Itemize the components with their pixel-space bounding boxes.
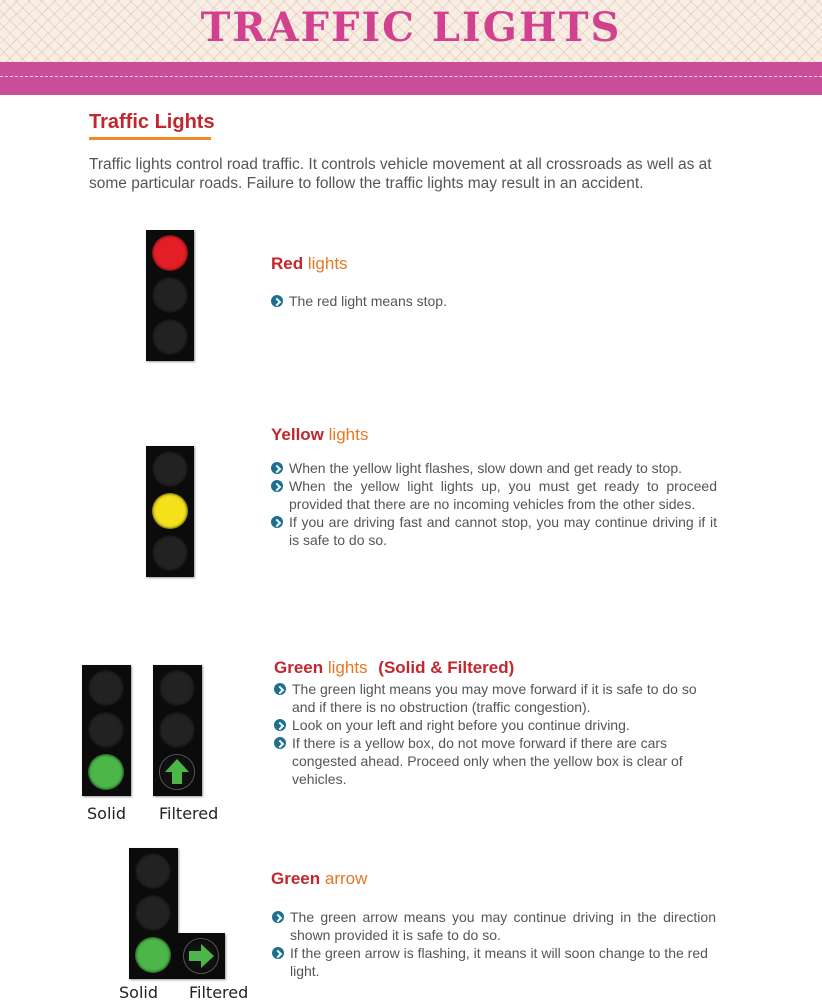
red-traffic-light [146,230,194,361]
green-bullets [274,680,715,788]
bullet-text: Look on your left and right before you continue driving. [292,717,630,733]
circle-chevron-right-icon [272,947,284,959]
yellow-bullets [271,459,717,549]
red-lamp-off [135,853,171,889]
green-lamp-off [152,535,188,571]
red-lamp-off [159,670,195,706]
caption-solid: Solid [119,983,158,1002]
red-color-word: Red [271,254,304,273]
yellow-lamp-lit [152,493,188,529]
arrow-right-icon [184,939,218,973]
bullet-text: If there is a yellow box, do not move forward if there are cars congested ahead. Proceed only when the yellow box is clear of vehicles. [292,735,683,787]
yellow-lamp-off [88,712,124,748]
list-item [272,944,716,980]
list-item [271,459,717,477]
list-item [271,513,717,549]
bullet-text: The green light means you may move forward if it is safe to do so and if there is no obstruction (traffic congestion). [292,681,697,715]
bullet-text: The red light means stop. [289,293,447,309]
circle-chevron-right-icon [274,683,286,695]
right-arrow-lamp [183,938,219,974]
yellow-color-word: Yellow [271,425,324,444]
green-arrow-color-word: Green [271,869,321,888]
yellow-lamp-off [159,712,195,748]
circle-chevron-right-icon [272,911,284,923]
red-suffix: lights [307,254,348,273]
header-divider-bar [0,62,822,95]
circle-chevron-right-icon [274,737,286,749]
page-title: TRAFFIC LIGHTS [200,4,622,51]
caption-solid: Solid [87,804,126,823]
list-item [274,716,715,734]
circle-chevron-right-icon [274,719,286,731]
yellow-lights-heading [271,424,368,446]
heading-underline [89,137,211,140]
dashed-stitch-line [0,76,822,77]
green-color-word: Green [274,658,324,677]
green-suffix: lights [327,658,368,677]
yellow-traffic-light [146,446,194,577]
green-arrow-filter-box [178,933,225,979]
green-solid-traffic-light [82,665,131,796]
caption-filtered: Filtered [159,804,219,823]
green-extra-label: (Solid & Filtered) [378,658,515,677]
red-lamp-off [152,451,188,487]
bullet-text: When the yellow light flashes, slow down and get ready to stop. [289,460,682,476]
green-lights-heading [274,657,514,679]
bullet-text: The green arrow means you may continue driving in the direction shown provided it is safe to do so. [290,909,716,943]
circle-chevron-right-icon [271,516,283,528]
list-item [272,908,716,944]
list-item [274,734,715,788]
yellow-suffix: lights [328,425,369,444]
bullet-text: If the green arrow is flashing, it means it will soon change to the red light. [290,945,708,979]
green-arrow-solid-traffic-light [129,848,178,979]
circle-chevron-right-icon [271,295,283,307]
caption-filtered: Filtered [189,983,249,1002]
green-lamp-lit [135,937,171,973]
green-arrow-bullets [272,908,716,980]
circle-chevron-right-icon [271,480,283,492]
red-lights-heading [271,253,348,275]
green-arrow-suffix: arrow [324,869,368,888]
red-lamp-lit [152,235,188,271]
circle-chevron-right-icon [271,462,283,474]
green-filtered-traffic-light [153,665,202,796]
bullet-text: When the yellow light lights up, you must get ready to proceed provided that there are no incoming vehicles from the other sides. [289,478,717,512]
green-lamp-lit [88,754,124,790]
list-item [274,680,715,716]
list-item [271,477,717,513]
red-lamp-off [88,670,124,706]
bullet-text: If you are driving fast and cannot stop, you may continue driving if it is safe to do so. [289,514,717,548]
list-item [271,292,721,310]
red-bullets [271,292,721,310]
yellow-lamp-off [152,277,188,313]
green-lamp-off [152,319,188,355]
intro-paragraph: Traffic lights control road traffic. It controls vehicle movement at all crossroads as well as at some particular roads. Failure to follow the traffic lights may result in an accident. [89,156,712,192]
green-arrow-heading [271,868,367,890]
green-arrow-lamp [159,754,195,790]
yellow-lamp-off [135,895,171,931]
arrow-up-icon [160,755,194,789]
section-heading: Traffic Lights [89,111,215,133]
